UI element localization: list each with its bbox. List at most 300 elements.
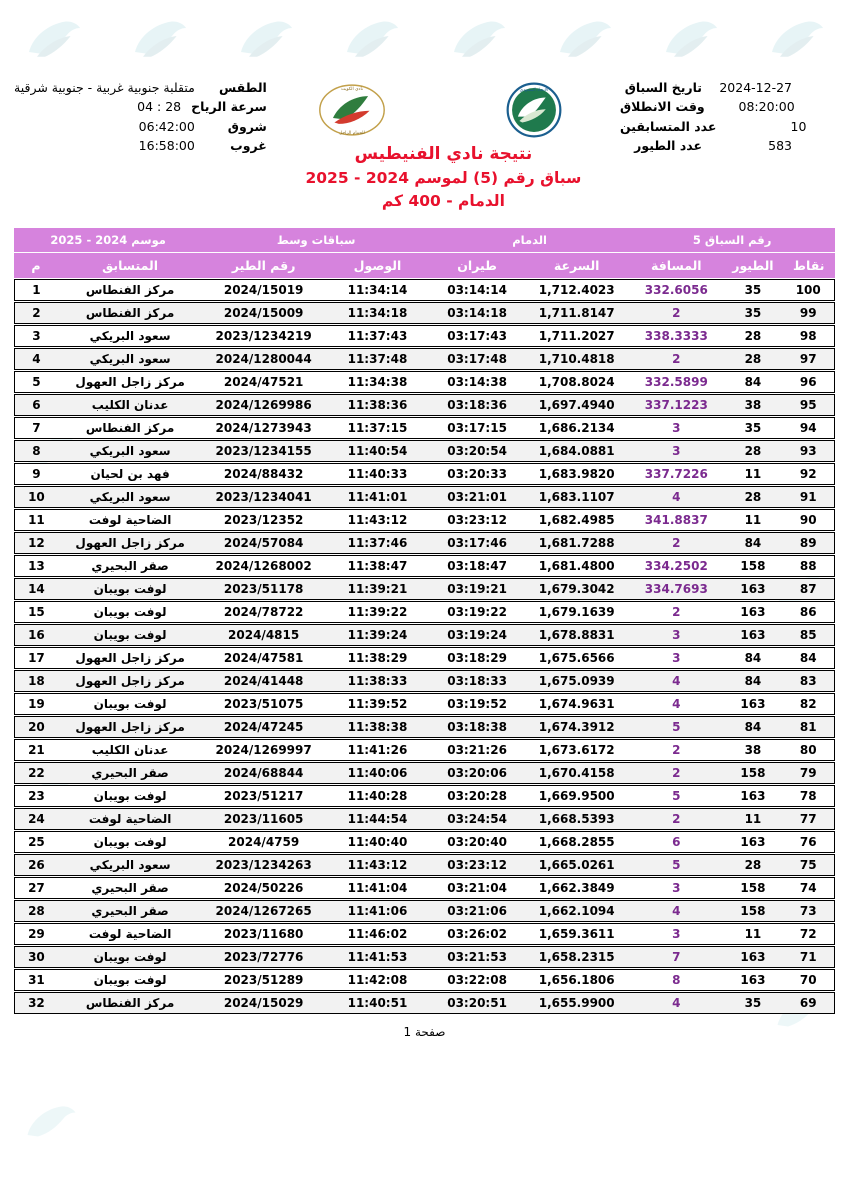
wind-value: 04 : 28 — [137, 99, 182, 115]
cell-competitor: عدنان الكليب — [58, 739, 202, 761]
band-race-number: رقم السباق 5 — [629, 228, 835, 252]
cell-flight: 03:20:06 — [430, 762, 524, 784]
cell-points: 95 — [782, 394, 835, 416]
table-row — [14, 486, 835, 508]
cell-speed: 1,684.0881 — [524, 440, 629, 462]
race-date-row — [620, 78, 835, 97]
cell-speed: 1,655.9900 — [524, 992, 629, 1014]
cell-birds: 163 — [723, 601, 782, 623]
cell-points: 99 — [782, 302, 835, 324]
cell-competitor: صقر البحيري — [58, 555, 202, 577]
competitors-label: عدد المتسابقين — [620, 118, 717, 134]
cell-arrival: 11:41:26 — [325, 739, 430, 761]
cell-distance: 3 — [629, 647, 723, 669]
cell-flight: 03:24:54 — [430, 808, 524, 830]
cell-index: 30 — [14, 946, 58, 968]
cell-index: 15 — [14, 601, 58, 623]
table-band-row — [14, 228, 835, 252]
club-title: نتيجة نادي الفنيطيس — [354, 144, 533, 164]
cell-competitor: لوفت بويبان — [58, 785, 202, 807]
cell-index: 2 — [14, 302, 58, 324]
competitors-row — [620, 117, 835, 136]
cell-arrival: 11:37:15 — [325, 417, 430, 439]
cell-speed: 1,656.1806 — [524, 969, 629, 991]
cell-index: 24 — [14, 808, 58, 830]
cell-index: 13 — [14, 555, 58, 577]
table-row — [14, 509, 835, 531]
svg-text:نادي الكويت: نادي الكويت — [341, 87, 364, 93]
cell-ring: 2024/57084 — [202, 532, 325, 554]
cell-index: 11 — [14, 509, 58, 531]
results-table-wrapper — [0, 217, 849, 1015]
cell-speed: 1,679.1639 — [524, 601, 629, 623]
cell-flight: 03:20:33 — [430, 463, 524, 485]
wind-label: سرعة الرياح — [191, 99, 267, 115]
cell-distance: 4 — [629, 670, 723, 692]
cell-arrival: 11:34:38 — [325, 371, 430, 393]
cell-arrival: 11:41:53 — [325, 946, 430, 968]
cell-arrival: 11:41:06 — [325, 900, 430, 922]
cell-points: 77 — [782, 808, 835, 830]
cell-ring: 2024/41448 — [202, 670, 325, 692]
sunrise-row — [14, 117, 267, 136]
cell-distance: 4 — [629, 992, 723, 1014]
cell-speed: 1,669.9500 — [524, 785, 629, 807]
cell-arrival: 11:40:06 — [325, 762, 430, 784]
cell-distance: 337.1223 — [629, 394, 723, 416]
race-date-label: تاريخ السباق — [624, 80, 702, 95]
cell-points: 74 — [782, 877, 835, 899]
cell-flight: 03:20:54 — [430, 440, 524, 462]
race-info-block — [620, 78, 835, 156]
cell-arrival: 11:43:12 — [325, 509, 430, 531]
cell-speed: 1,681.7288 — [524, 532, 629, 554]
cell-flight: 03:22:08 — [430, 969, 524, 991]
cell-arrival: 11:37:43 — [325, 325, 430, 347]
table-row — [14, 440, 835, 462]
table-row — [14, 601, 835, 623]
cell-competitor: صقر البحيري — [58, 877, 202, 899]
cell-points: 87 — [782, 578, 835, 600]
cell-distance: 5 — [629, 854, 723, 876]
cell-competitor: الضاحية لوفت — [58, 808, 202, 830]
cell-arrival: 11:38:29 — [325, 647, 430, 669]
cell-competitor: الضاحية لوفت — [58, 923, 202, 945]
cell-birds: 163 — [723, 578, 782, 600]
weather-row — [14, 78, 267, 97]
cell-arrival: 11:42:08 — [325, 969, 430, 991]
cell-speed: 1,679.3042 — [524, 578, 629, 600]
cell-competitor: مركز الفنطاس — [58, 279, 202, 301]
cell-ring: 2023/51075 — [202, 693, 325, 715]
start-time-row — [620, 97, 835, 116]
cell-competitor: لوفت بويبان — [58, 578, 202, 600]
cell-points: 84 — [782, 647, 835, 669]
cell-competitor: صقر البحيري — [58, 762, 202, 784]
cell-speed: 1,712.4023 — [524, 279, 629, 301]
table-row — [14, 854, 835, 876]
cell-arrival: 11:38:36 — [325, 394, 430, 416]
cell-ring: 2023/1234155 — [202, 440, 325, 462]
cell-points: 83 — [782, 670, 835, 692]
cell-flight: 03:23:12 — [430, 854, 524, 876]
cell-speed: 1,711.8147 — [524, 302, 629, 324]
cell-competitor: لوفت بويبان — [58, 601, 202, 623]
cell-speed: 1,697.4940 — [524, 394, 629, 416]
cell-flight: 03:26:02 — [430, 923, 524, 945]
cell-arrival: 11:40:28 — [325, 785, 430, 807]
sunset-value: 16:58:00 — [138, 138, 195, 154]
cell-distance: 341.8837 — [629, 509, 723, 531]
cell-distance: 3 — [629, 417, 723, 439]
cell-flight: 03:17:46 — [430, 532, 524, 554]
cell-speed: 1,686.2134 — [524, 417, 629, 439]
cell-birds: 158 — [723, 555, 782, 577]
cell-arrival: 11:38:47 — [325, 555, 430, 577]
cell-flight: 03:19:21 — [430, 578, 524, 600]
col-ring: رقم الطير — [202, 253, 325, 278]
cell-index: 29 — [14, 923, 58, 945]
cell-index: 21 — [14, 739, 58, 761]
table-row — [14, 831, 835, 853]
cell-points: 82 — [782, 693, 835, 715]
cell-birds: 28 — [723, 325, 782, 347]
table-row — [14, 670, 835, 692]
cell-ring: 2024/68844 — [202, 762, 325, 784]
cell-speed: 1,674.3912 — [524, 716, 629, 738]
cell-index: 32 — [14, 992, 58, 1014]
competitors-value: 10 — [790, 118, 807, 134]
table-row — [14, 992, 835, 1014]
cell-ring: 2024/47521 — [202, 371, 325, 393]
cell-points: 75 — [782, 854, 835, 876]
cell-speed: 1,658.2315 — [524, 946, 629, 968]
cell-birds: 158 — [723, 900, 782, 922]
cell-flight: 03:18:36 — [430, 394, 524, 416]
table-row — [14, 693, 835, 715]
cell-flight: 03:20:51 — [430, 992, 524, 1014]
table-row — [14, 279, 835, 301]
cell-flight: 03:21:04 — [430, 877, 524, 899]
cell-points: 92 — [782, 463, 835, 485]
cell-distance: 2 — [629, 348, 723, 370]
cell-birds: 28 — [723, 440, 782, 462]
cell-speed: 1,710.4818 — [524, 348, 629, 370]
cell-birds: 11 — [723, 923, 782, 945]
race-subtitle: الدمام - 400 كم — [381, 191, 505, 210]
cell-points: 96 — [782, 371, 835, 393]
cell-competitor: سعود البريكي — [58, 854, 202, 876]
start-time-label: وقت الانطلاق — [620, 99, 705, 115]
cell-distance: 334.7693 — [629, 578, 723, 600]
cell-flight: 03:21:06 — [430, 900, 524, 922]
cell-birds: 28 — [723, 854, 782, 876]
cell-points: 85 — [782, 624, 835, 646]
cell-birds: 28 — [723, 348, 782, 370]
cell-ring: 2024/1269997 — [202, 739, 325, 761]
cell-arrival: 11:34:18 — [325, 302, 430, 324]
sunrise-value: 06:42:00 — [138, 118, 195, 134]
col-index: م — [14, 253, 58, 278]
cell-ring: 2023/51178 — [202, 578, 325, 600]
cell-competitor: الضاحية لوفت — [58, 509, 202, 531]
cell-index: 25 — [14, 831, 58, 853]
cell-speed: 1,674.9631 — [524, 693, 629, 715]
start-time-value: 08:20:00 — [738, 99, 795, 115]
cell-speed: 1,678.8831 — [524, 624, 629, 646]
cell-competitor: لوفت بويبان — [58, 831, 202, 853]
weather-value: متقلبة جنوبية غربية - جنوبية شرقية — [14, 80, 195, 95]
cell-competitor: مركز زاجل العهول — [58, 647, 202, 669]
cell-birds: 84 — [723, 670, 782, 692]
cell-birds: 28 — [723, 486, 782, 508]
cell-flight: 03:21:53 — [430, 946, 524, 968]
cell-birds: 158 — [723, 762, 782, 784]
cell-competitor: مركز زاجل العهول — [58, 716, 202, 738]
race-date-value: 2024-12-27 — [719, 80, 792, 95]
table-row — [14, 969, 835, 991]
cell-flight: 03:18:47 — [430, 555, 524, 577]
table-row — [14, 417, 835, 439]
cell-index: 7 — [14, 417, 58, 439]
cell-distance: 5 — [629, 785, 723, 807]
cell-flight: 03:14:14 — [430, 279, 524, 301]
cell-points: 88 — [782, 555, 835, 577]
cell-speed: 1,708.8024 — [524, 371, 629, 393]
cell-distance: 2 — [629, 808, 723, 830]
cell-birds: 35 — [723, 302, 782, 324]
cell-birds: 84 — [723, 532, 782, 554]
table-row — [14, 555, 835, 577]
cell-competitor: مركز زاجل العهول — [58, 371, 202, 393]
cell-competitor: سعود البريكي — [58, 325, 202, 347]
cell-birds: 163 — [723, 831, 782, 853]
cell-distance: 337.7226 — [629, 463, 723, 485]
cell-index: 19 — [14, 693, 58, 715]
table-row — [14, 624, 835, 646]
cell-index: 23 — [14, 785, 58, 807]
cell-arrival: 11:40:33 — [325, 463, 430, 485]
cell-speed: 1,665.0261 — [524, 854, 629, 876]
table-row — [14, 463, 835, 485]
cell-competitor: سعود البريكي — [58, 348, 202, 370]
cell-points: 100 — [782, 279, 835, 301]
cell-ring: 2023/1234041 — [202, 486, 325, 508]
band-race-type: سباقات وسط — [202, 228, 430, 252]
birds-count-label: عدد الطيور — [634, 138, 702, 154]
table-row — [14, 647, 835, 669]
cell-flight: 03:17:15 — [430, 417, 524, 439]
cell-birds: 163 — [723, 785, 782, 807]
cell-ring: 2023/11605 — [202, 808, 325, 830]
cell-competitor: صقر البحيري — [58, 900, 202, 922]
cell-distance: 3 — [629, 877, 723, 899]
cell-arrival: 11:40:51 — [325, 992, 430, 1014]
table-row — [14, 532, 835, 554]
cell-birds: 35 — [723, 992, 782, 1014]
cell-points: 98 — [782, 325, 835, 347]
svg-text:الاتحاد السعودي: الاتحاد السعودي — [520, 87, 549, 93]
results-table — [14, 227, 835, 1015]
weather-info-block — [14, 78, 267, 156]
cell-flight: 03:20:28 — [430, 785, 524, 807]
cell-speed: 1,682.4985 — [524, 509, 629, 531]
col-birds: الطيور — [723, 253, 782, 278]
cell-points: 93 — [782, 440, 835, 462]
cell-flight: 03:19:52 — [430, 693, 524, 715]
cell-flight: 03:19:22 — [430, 601, 524, 623]
cell-birds: 163 — [723, 946, 782, 968]
cell-distance: 3 — [629, 440, 723, 462]
cell-flight: 03:14:38 — [430, 371, 524, 393]
cell-index: 9 — [14, 463, 58, 485]
cell-points: 90 — [782, 509, 835, 531]
birds-count-row — [620, 136, 835, 155]
table-row — [14, 785, 835, 807]
cell-speed: 1,662.1094 — [524, 900, 629, 922]
sunrise-label: شروق — [227, 118, 267, 134]
cell-arrival: 11:39:21 — [325, 578, 430, 600]
cell-ring: 2024/1268002 — [202, 555, 325, 577]
table-row — [14, 716, 835, 738]
cell-index: 10 — [14, 486, 58, 508]
cell-points: 94 — [782, 417, 835, 439]
cell-ring: 2024/1267265 — [202, 900, 325, 922]
cell-index: 14 — [14, 578, 58, 600]
cell-speed: 1,668.2855 — [524, 831, 629, 853]
cell-index: 17 — [14, 647, 58, 669]
cell-birds: 38 — [723, 739, 782, 761]
cell-distance: 3 — [629, 923, 723, 945]
cell-flight: 03:21:01 — [430, 486, 524, 508]
cell-competitor: لوفت بويبان — [58, 624, 202, 646]
cell-ring: 2024/78722 — [202, 601, 325, 623]
table-row — [14, 302, 835, 324]
cell-ring: 2024/47245 — [202, 716, 325, 738]
cell-distance: 2 — [629, 601, 723, 623]
cell-birds: 38 — [723, 394, 782, 416]
cell-ring: 2023/11680 — [202, 923, 325, 945]
cell-ring: 2024/4815 — [202, 624, 325, 646]
col-flight: طيران — [430, 253, 524, 278]
band-season: موسم 2024 - 2025 — [14, 228, 202, 252]
cell-flight: 03:18:29 — [430, 647, 524, 669]
cell-arrival: 11:44:54 — [325, 808, 430, 830]
cell-points: 91 — [782, 486, 835, 508]
title-block — [267, 78, 620, 213]
cell-ring: 2023/1234263 — [202, 854, 325, 876]
table-row — [14, 739, 835, 761]
cell-flight: 03:19:24 — [430, 624, 524, 646]
cell-birds: 35 — [723, 417, 782, 439]
cell-ring: 2024/4759 — [202, 831, 325, 853]
cell-speed: 1,673.6172 — [524, 739, 629, 761]
cell-arrival: 11:46:02 — [325, 923, 430, 945]
cell-index: 26 — [14, 854, 58, 876]
cell-distance: 3 — [629, 624, 723, 646]
cell-distance: 2 — [629, 762, 723, 784]
cell-birds: 11 — [723, 463, 782, 485]
cell-arrival: 11:41:01 — [325, 486, 430, 508]
cell-birds: 163 — [723, 969, 782, 991]
cell-arrival: 11:37:46 — [325, 532, 430, 554]
cell-speed: 1,683.1107 — [524, 486, 629, 508]
cell-arrival: 11:39:24 — [325, 624, 430, 646]
cell-ring: 2024/15019 — [202, 279, 325, 301]
cell-competitor: فهد بن لحيان — [58, 463, 202, 485]
cell-distance: 4 — [629, 900, 723, 922]
cell-birds: 35 — [723, 279, 782, 301]
cell-birds: 84 — [723, 716, 782, 738]
cell-index: 3 — [14, 325, 58, 347]
table-row — [14, 808, 835, 830]
col-speed: السرعة — [524, 253, 629, 278]
cell-competitor: لوفت بويبان — [58, 969, 202, 991]
cell-ring: 2024/1273943 — [202, 417, 325, 439]
table-column-row — [14, 253, 835, 278]
cell-index: 8 — [14, 440, 58, 462]
cell-competitor: سعود البريكي — [58, 440, 202, 462]
cell-ring: 2024/15009 — [202, 302, 325, 324]
cell-speed: 1,675.6566 — [524, 647, 629, 669]
cell-distance: 334.2502 — [629, 555, 723, 577]
table-row — [14, 877, 835, 899]
cell-competitor: لوفت بويبان — [58, 946, 202, 968]
cell-speed: 1,711.2027 — [524, 325, 629, 347]
cell-arrival: 11:43:12 — [325, 854, 430, 876]
birds-count-value: 583 — [768, 138, 792, 154]
cell-index: 12 — [14, 532, 58, 554]
cell-speed: 1,659.3611 — [524, 923, 629, 945]
table-body — [14, 279, 835, 1014]
sunset-label: غروب — [230, 138, 267, 154]
cell-ring: 2024/88432 — [202, 463, 325, 485]
cell-points: 73 — [782, 900, 835, 922]
cell-flight: 03:17:43 — [430, 325, 524, 347]
table-row — [14, 923, 835, 945]
cell-points: 70 — [782, 969, 835, 991]
col-distance: المسافة — [629, 253, 723, 278]
cell-speed: 1,670.4158 — [524, 762, 629, 784]
kuwait-pigeon-club-logo — [315, 80, 389, 140]
cell-points: 97 — [782, 348, 835, 370]
cell-points: 80 — [782, 739, 835, 761]
cell-arrival: 11:39:22 — [325, 601, 430, 623]
cell-birds: 11 — [723, 808, 782, 830]
svg-text:للحمام الزاجل: للحمام الزاجل — [339, 131, 366, 137]
cell-birds: 163 — [723, 624, 782, 646]
col-arrival: الوصول — [325, 253, 430, 278]
table-row — [14, 900, 835, 922]
table-row — [14, 348, 835, 370]
cell-arrival: 11:39:52 — [325, 693, 430, 715]
band-city: الدمام — [430, 228, 629, 252]
cell-competitor: مركز زاجل العهول — [58, 670, 202, 692]
cell-competitor: مركز زاجل العهول — [58, 532, 202, 554]
cell-points: 76 — [782, 831, 835, 853]
cell-competitor: سعود البريكي — [58, 486, 202, 508]
col-points: نقاط — [782, 253, 835, 278]
cell-ring: 2023/51217 — [202, 785, 325, 807]
sunset-row — [14, 136, 267, 155]
cell-arrival: 11:34:14 — [325, 279, 430, 301]
cell-index: 20 — [14, 716, 58, 738]
cell-birds: 84 — [723, 647, 782, 669]
cell-ring: 2024/47581 — [202, 647, 325, 669]
cell-distance: 4 — [629, 486, 723, 508]
cell-arrival: 11:40:54 — [325, 440, 430, 462]
cell-competitor: مركز الفنطاس — [58, 302, 202, 324]
